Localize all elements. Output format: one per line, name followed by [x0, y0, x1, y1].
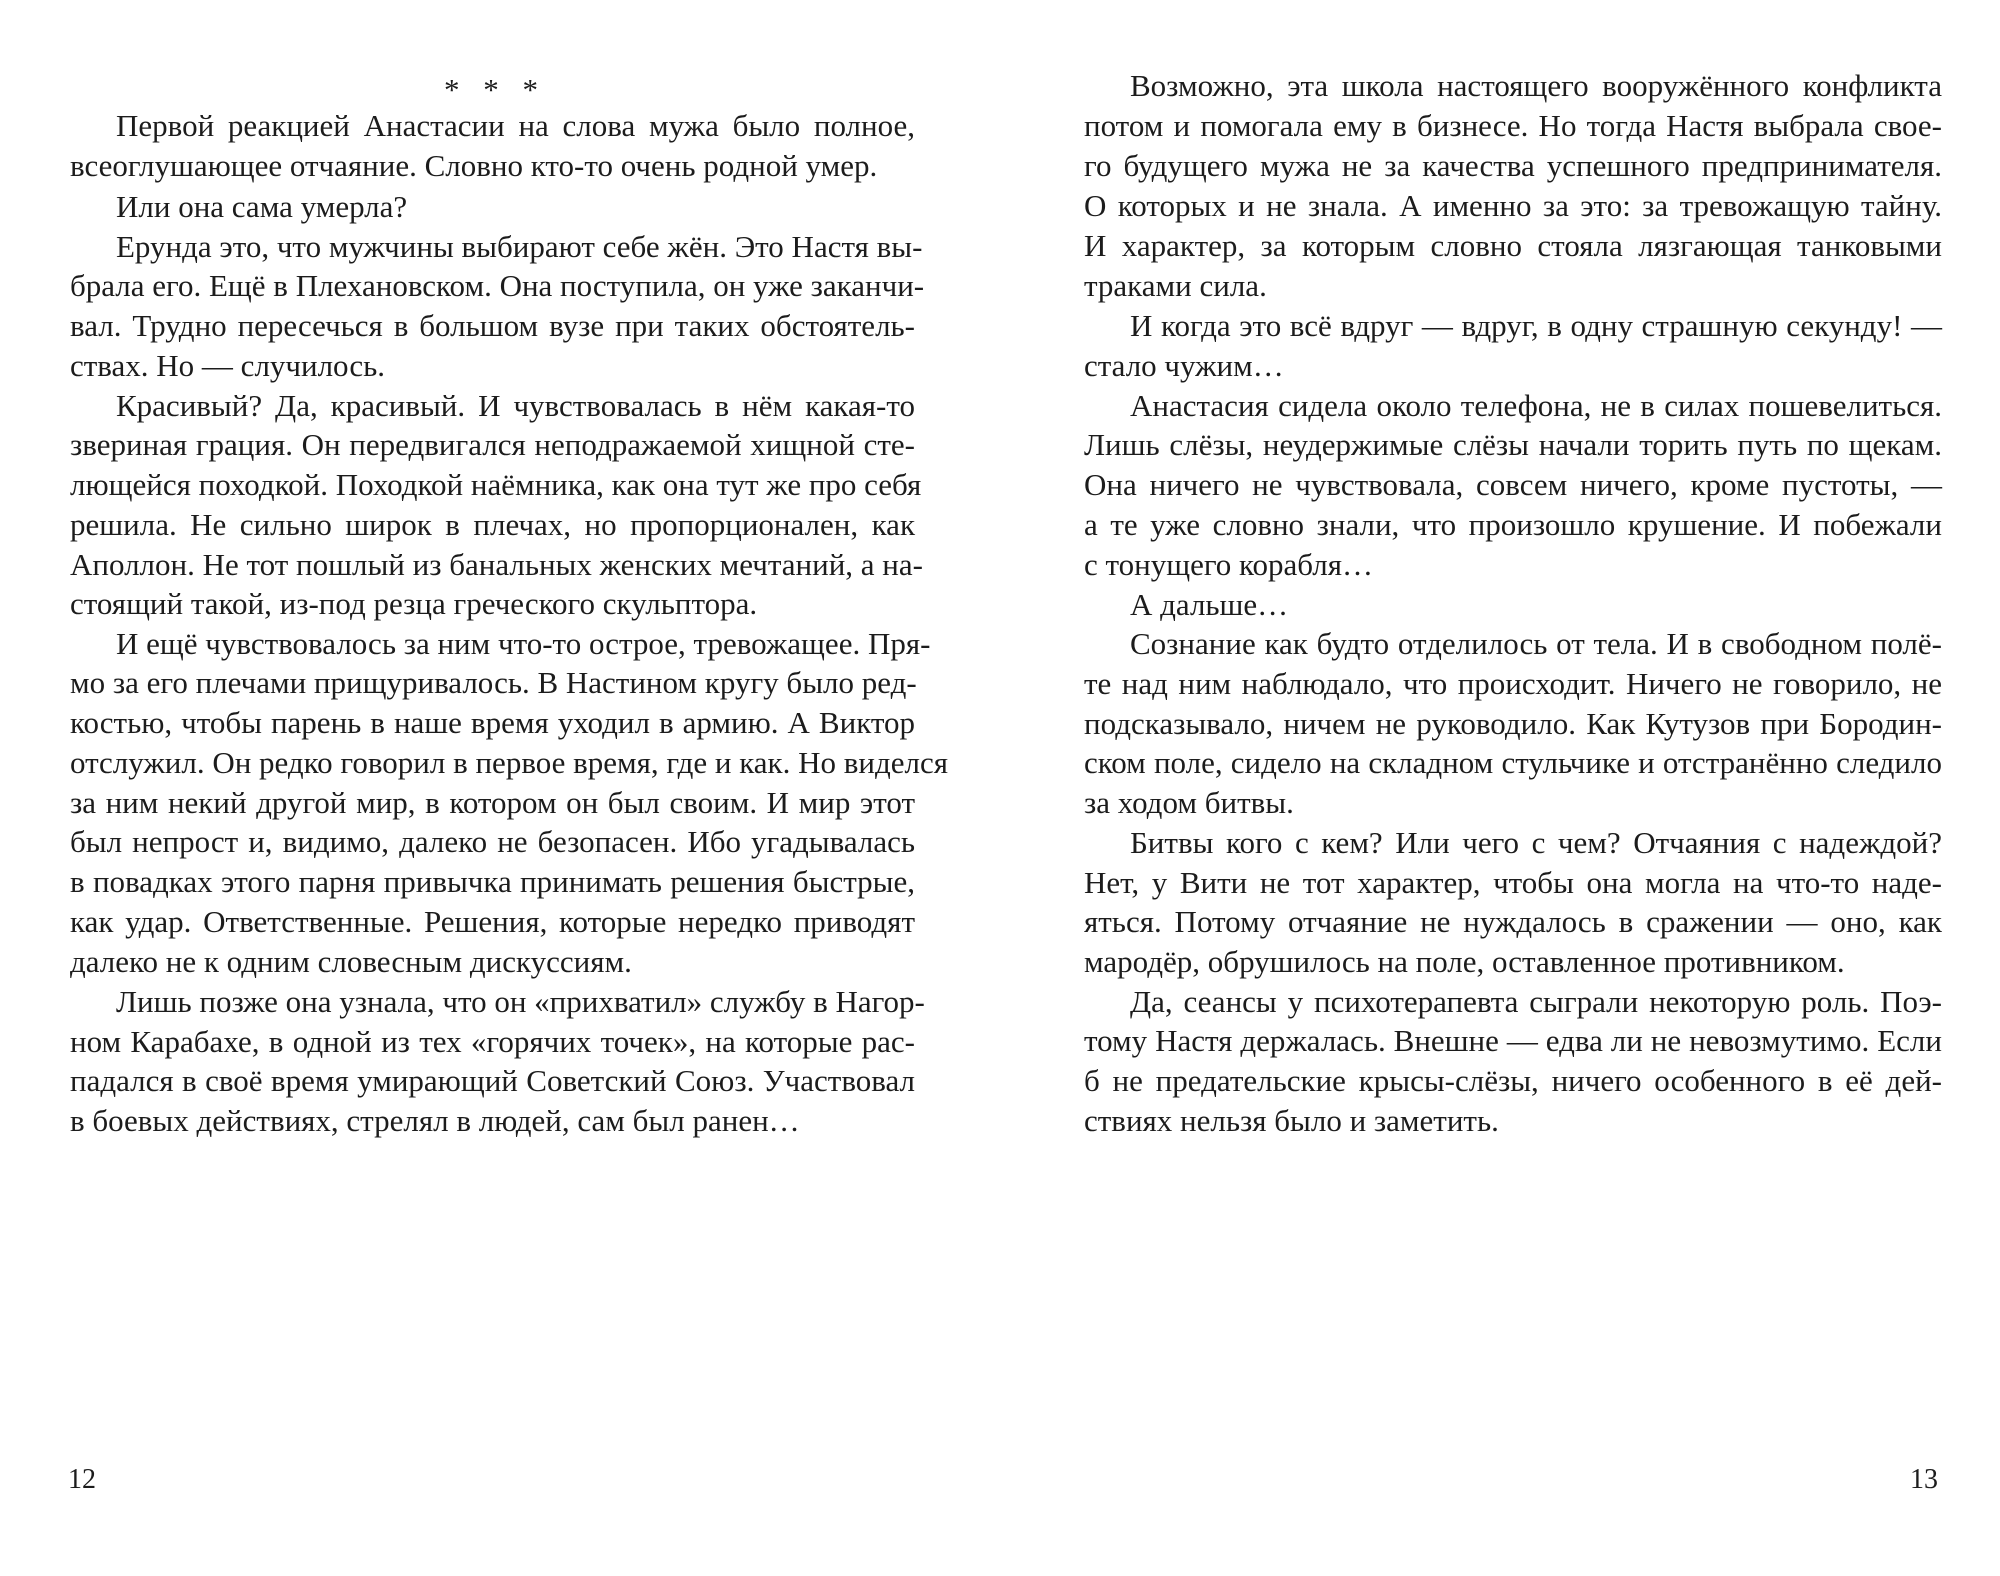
- text-line: Нет, у Вити не тот характер, чтобы она могла на что-то наде-: [1084, 865, 1942, 900]
- text-line: А дальше…: [1130, 587, 1289, 622]
- text-line: за ним некий другой мир, в котором он был своим. И мир этот: [70, 785, 915, 820]
- text-line: как удар. Ответственные. Решения, которые нередко приводят: [70, 904, 915, 939]
- text-line: го будущего мужа не за качества успешного предпринимателя.: [1084, 148, 1942, 183]
- text-line: Лишь позже она узнала, что он «прихватил» службу в Нагор-: [116, 984, 925, 1019]
- text-line: в повадках этого парня привычка принимать решения быстрые,: [70, 864, 915, 899]
- text-line: костью, чтобы парень в наше время уходил в армию. А Виктор: [70, 705, 915, 740]
- text-line: Ерунда это, что мужчины выбирают себе жён. Это Настя вы-: [116, 229, 923, 264]
- text-line: мародёр, обрушилось на поле, оставленное противником.: [1084, 944, 1845, 979]
- text-line: Красивый? Да, красивый. И чувствовалась в нём какая-то: [116, 388, 915, 423]
- text-line: решила. Не сильно широк в плечах, но пропорционален, как: [70, 507, 915, 542]
- text-line: И ещё чувствовалось за ним что-то острое, тревожащее. Пря-: [116, 626, 931, 661]
- text-line: О которых и не знала. А именно за это: за тревожащую тайну.: [1084, 188, 1942, 223]
- text-line: всеоглушающее отчаяние. Словно кто-то очень родной умер.: [70, 148, 878, 183]
- text-line: с тонущего корабля…: [1084, 547, 1374, 582]
- text-line: падался в своё время умирающий Советский Союз. Участвовал: [70, 1063, 915, 1098]
- text-line: потом и помогала ему в бизнесе. Но тогда Настя выбрала свое-: [1084, 108, 1942, 143]
- text-line: Или она сама умерла?: [116, 189, 408, 224]
- text-line: подсказывало, ничем не руководило. Как Кутузов при Бородин-: [1084, 706, 1942, 741]
- text-line: Анастасия сидела около телефона, не в силах пошевелиться.: [1130, 388, 1942, 423]
- text-line: Первой реакцией Анастасии на слова мужа было полное,: [116, 108, 915, 143]
- text-line: И когда это всё вдруг — вдруг, в одну страшную секунду! —: [1130, 308, 1942, 343]
- text-line: отслужил. Он редко говорил в первое время, где и как. Но виделся: [70, 745, 948, 780]
- text-line: б не предательские крысы-слёзы, ничего особенного в её дей-: [1084, 1063, 1942, 1098]
- text-line: ном Карабахе, в одной из тех «горячих точек», на которые рас-: [70, 1024, 915, 1059]
- right-page: [1000, 0, 2000, 1576]
- text-line: звериная грация. Он передвигался неподражаемой хищной сте-: [70, 427, 915, 462]
- text-line: тому Настя держалась. Внешне — едва ли не невозмутимо. Если: [1084, 1023, 1942, 1058]
- text-line: ском поле, сидело на складном стульчике и отстранённо следило: [1084, 745, 1942, 780]
- text-line: Лишь слёзы, неудержимые слёзы начали торить путь по щекам.: [1084, 427, 1942, 462]
- page-number: 13: [1910, 1464, 1938, 1495]
- text-line: Она ничего не чувствовала, совсем ничего, кроме пустоты, —: [1084, 467, 1942, 502]
- text-line: в боевых действиях, стрелял в людей, сам был ранен…: [70, 1103, 800, 1138]
- section-separator: * * *: [444, 72, 546, 107]
- text-line: И характер, за которым словно стояла лязгающая танковыми: [1084, 228, 1942, 263]
- text-line: Да, сеансы у психотерапевта сыграли некоторую роль. Поэ-: [1130, 984, 1942, 1019]
- text-line: яться. Потому отчаяние не нуждалось в сражении — оно, как: [1084, 904, 1942, 939]
- text-line: за ходом битвы.: [1084, 785, 1294, 820]
- text-line: стоящий такой, из-под резца греческого скульптора.: [70, 586, 758, 621]
- text-line: траками сила.: [1084, 268, 1267, 303]
- text-line: Аполлон. Не тот пошлый из банальных женских мечтаний, а на-: [70, 547, 923, 582]
- text-line: брала его. Ещё в Плехановском. Она поступила, он уже заканчи-: [70, 268, 925, 303]
- text-line: мо за его плечами прищуривалось. В Настином кругу было ред-: [70, 665, 917, 700]
- text-line: те над ним наблюдало, что происходит. Ничего не говорило, не: [1084, 666, 1942, 701]
- text-line: а те уже словно знали, что произошло крушение. И побежали: [1084, 507, 1942, 542]
- text-line: был непрост и, видимо, далеко не безопасен. Ибо угадывалась: [70, 824, 915, 859]
- text-line: ствах. Но — случилось.: [70, 348, 385, 383]
- text-line: вал. Трудно пересечься в большом вузе при таких обстоятель-: [70, 308, 915, 343]
- text-line: далеко не к одним словесным дискуссиям.: [70, 944, 632, 979]
- text-line: Сознание как будто отделилось от тела. И в свободном полё-: [1130, 626, 1942, 661]
- text-line: Возможно, эта школа настоящего вооружённого конфликта: [1130, 68, 1942, 103]
- page-number: 12: [68, 1464, 96, 1495]
- text-line: стало чужим…: [1084, 348, 1284, 383]
- text-line: ствиях нельзя было и заметить.: [1084, 1103, 1499, 1138]
- text-line: Битвы кого с кем? Или чего с чем? Отчаяния с надеждой?: [1130, 825, 1942, 860]
- text-line: лющейся походкой. Походкой наёмника, как она тут же про себя: [70, 467, 922, 502]
